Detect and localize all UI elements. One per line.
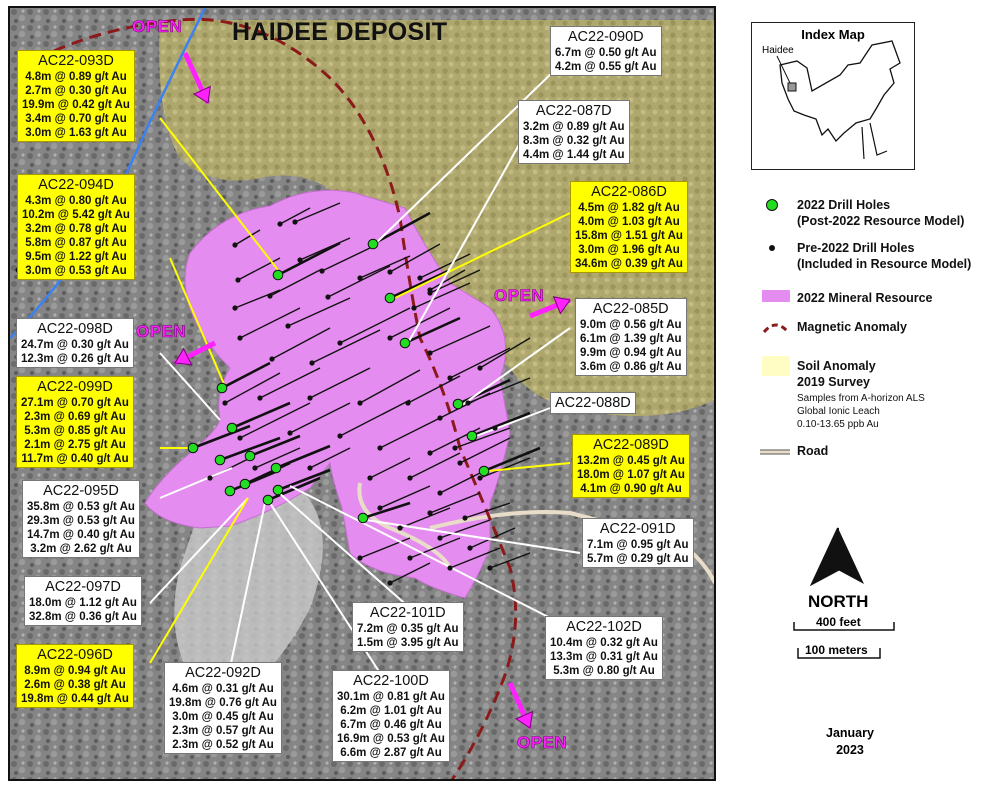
assay-line: 30.1m @ 0.81 g/t Au xyxy=(337,691,445,703)
index-map xyxy=(751,22,915,170)
2022-drill-hole xyxy=(479,466,489,476)
assay-line: 2.3m @ 0.52 g/t Au xyxy=(172,739,274,751)
assay-line: 10.4m @ 0.32 g/t Au xyxy=(550,637,658,649)
callout-ac22-088d xyxy=(550,392,636,414)
hole-id: AC22-087D xyxy=(535,103,612,119)
pre-2022-drill-hole xyxy=(367,475,372,480)
assay-line: 9.5m @ 1.22 g/t Au xyxy=(25,251,127,263)
hole-id: AC22-098D xyxy=(37,321,113,337)
callout-ac22-090d xyxy=(550,26,662,76)
pre-2022-drill-hole xyxy=(357,400,362,405)
pre-2022-drill-hole xyxy=(477,475,482,480)
legend-pre-2022-drill-holes xyxy=(797,240,971,272)
assay-line: 32.8m @ 0.36 g/t Au xyxy=(29,611,137,623)
2022-drill-hole xyxy=(188,443,198,453)
callout-ac22-096d xyxy=(16,644,134,708)
callout-ac22-091d xyxy=(582,518,694,568)
assay-line: 3.2m @ 2.62 g/t Au xyxy=(30,543,132,555)
2022-drill-hole xyxy=(467,431,477,441)
index-map-place-label: Haidee xyxy=(762,45,794,56)
pre-2022-drill-hole xyxy=(325,294,330,299)
pre-2022-drill-hole xyxy=(467,545,472,550)
assay-line: 1.5m @ 3.95 g/t Au xyxy=(357,637,459,649)
pre-2022-drill-hole xyxy=(427,510,432,515)
assay-line: 4.3m @ 0.80 g/t Au xyxy=(25,195,127,207)
pre-2022-drill-hole xyxy=(492,425,497,430)
callout-ac22-097d xyxy=(24,576,142,626)
open-label: OPEN xyxy=(136,322,187,341)
pre-2022-drill-hole xyxy=(411,305,416,310)
pre-2022-drill-hole xyxy=(297,257,302,262)
legend-label: 2019 Survey xyxy=(797,375,870,389)
pre-2022-drill-hole xyxy=(267,293,272,298)
pre-2022-drill-hole xyxy=(269,356,274,361)
assay-line: 9.9m @ 0.94 g/t Au xyxy=(580,347,682,359)
pre-2022-drill-hole xyxy=(457,460,462,465)
assay-line: 7.2m @ 0.35 g/t Au xyxy=(357,623,459,635)
2022-drill-hole xyxy=(271,463,281,473)
legend-label: Soil Anomaly xyxy=(797,359,876,373)
pre-2022-drill-hole xyxy=(252,465,257,470)
hole-id: AC22-101D xyxy=(369,605,446,621)
hole-id: AC22-094D xyxy=(38,177,114,193)
2022-drill-hole xyxy=(245,451,255,461)
hole-id: AC22-085D xyxy=(592,301,669,317)
assay-line: 3.2m @ 0.78 g/t Au xyxy=(25,223,127,235)
hole-id: AC22-093D xyxy=(38,53,114,69)
legend-mineral-resource: 2022 Mineral Resource xyxy=(797,291,933,305)
hole-id: AC22-089D xyxy=(593,437,669,453)
legend-road: Road xyxy=(797,444,829,458)
pre-2022-drill-hole xyxy=(437,535,442,540)
legend-detail: 0.10-13.65 ppb Au xyxy=(797,419,879,430)
assay-line: 3.0m @ 1.63 g/t Au xyxy=(25,127,127,139)
pre-2022-drill-hole xyxy=(427,450,432,455)
hole-id: AC22-097D xyxy=(45,579,121,595)
assay-line: 6.6m @ 2.87 g/t Au xyxy=(340,747,442,759)
assay-line: 3.4m @ 0.70 g/t Au xyxy=(25,113,127,125)
pre-2022-drill-hole xyxy=(232,242,237,247)
assay-line: 3.0m @ 0.53 g/t Au xyxy=(25,265,127,277)
assay-line: 5.8m @ 0.87 g/t Au xyxy=(25,237,127,249)
scale-meters-label: 100 meters xyxy=(805,643,868,657)
2022-drill-hole xyxy=(453,399,463,409)
assay-line: 34.6m @ 0.39 g/t Au xyxy=(575,258,683,270)
open-label: OPEN xyxy=(517,733,568,752)
open-label: OPEN xyxy=(494,286,545,305)
legend-label: (Post-2022 Resource Model) xyxy=(797,214,965,228)
pre-2022-drill-hole xyxy=(277,221,282,226)
callout-ac22-098d xyxy=(16,318,134,368)
assay-line: 19.8m @ 0.76 g/t Au xyxy=(169,697,277,709)
index-map-outline xyxy=(752,23,914,169)
2022-drill-hole xyxy=(263,495,273,505)
legend-label: (Included in Resource Model) xyxy=(797,257,972,271)
2022-drill-hole xyxy=(217,383,227,393)
2022-drill-hole xyxy=(400,338,410,348)
pre-2022-drill-hole xyxy=(237,335,242,340)
assay-line: 7.1m @ 0.95 g/t Au xyxy=(587,539,689,551)
pre-2022-drill-hole xyxy=(285,323,290,328)
pre-2022-drill-hole xyxy=(387,335,392,340)
pre-2022-drill-hole xyxy=(465,400,470,405)
callout-ac22-089d xyxy=(572,434,690,498)
hole-id: AC22-086D xyxy=(591,184,667,200)
assay-line: 5.3m @ 0.80 g/t Au xyxy=(553,665,655,677)
assay-line: 6.1m @ 1.39 g/t Au xyxy=(580,333,682,345)
hole-id: AC22-092D xyxy=(185,665,261,681)
callout-ac22-093d xyxy=(17,50,135,142)
assay-line: 2.3m @ 0.69 g/t Au xyxy=(24,411,126,423)
assay-line: 16.9m @ 0.53 g/t Au xyxy=(337,733,445,745)
assay-line: 2.3m @ 0.57 g/t Au xyxy=(172,725,274,737)
pre-2022-drill-hole xyxy=(307,395,312,400)
legend-label: 2022 Drill Holes xyxy=(797,198,891,212)
2022-drill-hole xyxy=(368,239,378,249)
map-frame xyxy=(8,6,716,781)
hole-id: AC22-088D xyxy=(555,395,631,411)
assay-line: 5.3m @ 0.85 g/t Au xyxy=(24,425,126,437)
assay-line: 8.3m @ 0.32 g/t Au xyxy=(523,135,625,147)
assay-line: 3.0m @ 1.96 g/t Au xyxy=(578,244,680,256)
assay-line: 4.2m @ 0.55 g/t Au xyxy=(555,61,657,73)
date-month: January xyxy=(826,726,874,740)
assay-line: 2.1m @ 2.75 g/t Au xyxy=(24,439,126,451)
legend-soil-details xyxy=(797,392,925,431)
pre-2022-drill-hole xyxy=(405,400,410,405)
2022-drill-hole xyxy=(273,270,283,280)
legend-detail: Samples from A-horizon ALS xyxy=(797,393,925,404)
pre-2022-drill-hole xyxy=(447,565,452,570)
2022-drill-hole xyxy=(385,293,395,303)
pre-2022-drill-hole xyxy=(417,275,422,280)
2022-drill-hole xyxy=(358,513,368,523)
legend-2022-drill-holes xyxy=(797,197,964,229)
pre-2022-drill-hole xyxy=(207,475,212,480)
callout-ac22-094d xyxy=(17,174,135,280)
pre-2022-drill-hole xyxy=(487,565,492,570)
pre-2022-drill-hole xyxy=(257,395,262,400)
assay-line: 19.8m @ 0.44 g/t Au xyxy=(21,693,129,705)
open-label: OPEN xyxy=(132,17,183,36)
callout-ac22-087d xyxy=(518,100,630,164)
pre-2022-drill-hole xyxy=(387,269,392,274)
legend-detail: Global Ionic Leach xyxy=(797,406,880,417)
hole-id: AC22-100D xyxy=(353,673,429,689)
callout-ac22-086d xyxy=(570,181,688,273)
map-date xyxy=(826,725,874,759)
legend-magnetic-symbol xyxy=(764,325,788,332)
callout-ac22-095d xyxy=(22,480,140,558)
callout-ac22-092d xyxy=(164,662,282,754)
assay-line: 6.2m @ 1.01 g/t Au xyxy=(340,705,442,717)
2022-drill-hole xyxy=(273,485,283,495)
assay-line: 15.8m @ 1.51 g/t Au xyxy=(575,230,683,242)
pre-2022-drill-hole xyxy=(387,580,392,585)
map-title: HAIDEE DEPOSIT xyxy=(232,18,448,46)
assay-line: 24.7m @ 0.30 g/t Au xyxy=(21,339,129,351)
pre-2022-drill-hole xyxy=(447,375,452,380)
hole-id: AC22-099D xyxy=(37,379,113,395)
pre-2022-drill-hole xyxy=(337,433,342,438)
assay-line: 19.9m @ 0.42 g/t Au xyxy=(22,99,130,111)
assay-line: 2.6m @ 0.38 g/t Au xyxy=(24,679,126,691)
date-year: 2023 xyxy=(836,743,864,757)
assay-line: 9.0m @ 0.56 g/t Au xyxy=(580,319,682,331)
legend-resource-swatch xyxy=(762,290,790,302)
pre-2022-drill-hole xyxy=(397,525,402,530)
assay-line: 2.7m @ 0.30 g/t Au xyxy=(25,85,127,97)
callout-ac22-101d xyxy=(352,602,464,652)
hole-id: AC22-090D xyxy=(567,29,644,45)
pre-2022-drill-hole xyxy=(309,360,314,365)
assay-line: 18.0m @ 1.12 g/t Au xyxy=(29,597,137,609)
legend-soil-anomaly xyxy=(797,358,876,390)
scale-feet-label: 400 feet xyxy=(816,615,861,629)
north-label: NORTH xyxy=(808,592,869,611)
2022-drill-hole xyxy=(215,455,225,465)
assay-line: 3.6m @ 0.86 g/t Au xyxy=(580,361,682,373)
legend-2022-drill-hole-symbol xyxy=(767,200,778,211)
assay-line: 12.3m @ 0.26 g/t Au xyxy=(21,353,129,365)
assay-line: 29.3m @ 0.53 g/t Au xyxy=(27,515,135,527)
callout-ac22-085d xyxy=(575,298,687,376)
hole-id: AC22-095D xyxy=(43,483,119,499)
pre-2022-drill-hole xyxy=(377,445,382,450)
assay-line: 3.2m @ 0.89 g/t Au xyxy=(523,121,625,133)
pre-2022-drill-hole xyxy=(452,445,457,450)
pre-2022-drill-hole xyxy=(237,435,242,440)
assay-line: 10.2m @ 5.42 g/t Au xyxy=(22,209,130,221)
legend-pre-2022-drill-hole-symbol xyxy=(769,245,775,251)
pre-2022-drill-hole xyxy=(437,415,442,420)
legend-label: Pre-2022 Drill Holes xyxy=(797,241,915,255)
pre-2022-drill-hole xyxy=(232,305,237,310)
2022-drill-hole xyxy=(240,479,250,489)
hole-id: AC22-102D xyxy=(566,619,642,635)
index-map-title: Index Map xyxy=(801,27,865,42)
assay-line: 4.5m @ 1.82 g/t Au xyxy=(578,202,680,214)
assay-line: 4.1m @ 0.90 g/t Au xyxy=(580,483,682,495)
assay-line: 6.7m @ 0.46 g/t Au xyxy=(340,719,442,731)
assay-line: 13.3m @ 0.31 g/t Au xyxy=(550,651,658,663)
2022-drill-hole xyxy=(227,423,237,433)
pre-2022-drill-hole xyxy=(292,219,297,224)
pre-2022-drill-hole xyxy=(462,515,467,520)
assay-line: 4.6m @ 0.31 g/t Au xyxy=(172,683,274,695)
assay-line: 35.8m @ 0.53 g/t Au xyxy=(27,501,135,513)
assay-line: 18.0m @ 1.07 g/t Au xyxy=(577,469,685,481)
pre-2022-drill-hole xyxy=(222,400,227,405)
hole-id: AC22-091D xyxy=(599,521,676,537)
pre-2022-drill-hole xyxy=(437,490,442,495)
pre-2022-drill-hole xyxy=(319,268,324,273)
assay-line: 4.8m @ 0.89 g/t Au xyxy=(25,71,127,83)
2022-drill-hole xyxy=(225,486,235,496)
pre-2022-drill-hole xyxy=(287,430,292,435)
pre-2022-drill-hole xyxy=(235,277,240,282)
pre-2022-drill-hole xyxy=(407,475,412,480)
pre-2022-drill-hole xyxy=(337,340,342,345)
callout-ac22-100d xyxy=(332,670,450,762)
assay-line: 11.7m @ 0.40 g/t Au xyxy=(21,453,129,465)
assay-line: 3.0m @ 0.45 g/t Au xyxy=(172,711,274,723)
assay-line: 4.4m @ 1.44 g/t Au xyxy=(523,149,625,161)
pre-2022-drill-hole xyxy=(377,505,382,510)
legend-magnetic-anomaly: Magnetic Anomaly xyxy=(797,320,907,334)
pre-2022-drill-hole xyxy=(357,555,362,560)
pre-2022-drill-hole xyxy=(407,555,412,560)
assay-line: 8.9m @ 0.94 g/t Au xyxy=(24,665,126,677)
assay-line: 14.7m @ 0.40 g/t Au xyxy=(27,529,135,541)
callout-ac22-099d xyxy=(16,376,134,468)
north-arrow-icon xyxy=(808,522,868,592)
assay-line: 27.1m @ 0.70 g/t Au xyxy=(21,397,129,409)
assay-line: 13.2m @ 0.45 g/t Au xyxy=(577,455,685,467)
callout-ac22-102d xyxy=(545,616,663,680)
pre-2022-drill-hole xyxy=(307,465,312,470)
assay-line: 4.0m @ 1.03 g/t Au xyxy=(578,216,680,228)
assay-line: 5.7m @ 0.29 g/t Au xyxy=(587,553,689,565)
hole-id: AC22-096D xyxy=(37,647,113,663)
pre-2022-drill-hole xyxy=(477,365,482,370)
legend-soil-swatch xyxy=(762,356,790,376)
pre-2022-drill-hole xyxy=(427,287,432,292)
pre-2022-drill-hole xyxy=(427,350,432,355)
pre-2022-drill-hole xyxy=(357,275,362,280)
assay-line: 6.7m @ 0.50 g/t Au xyxy=(555,47,657,59)
